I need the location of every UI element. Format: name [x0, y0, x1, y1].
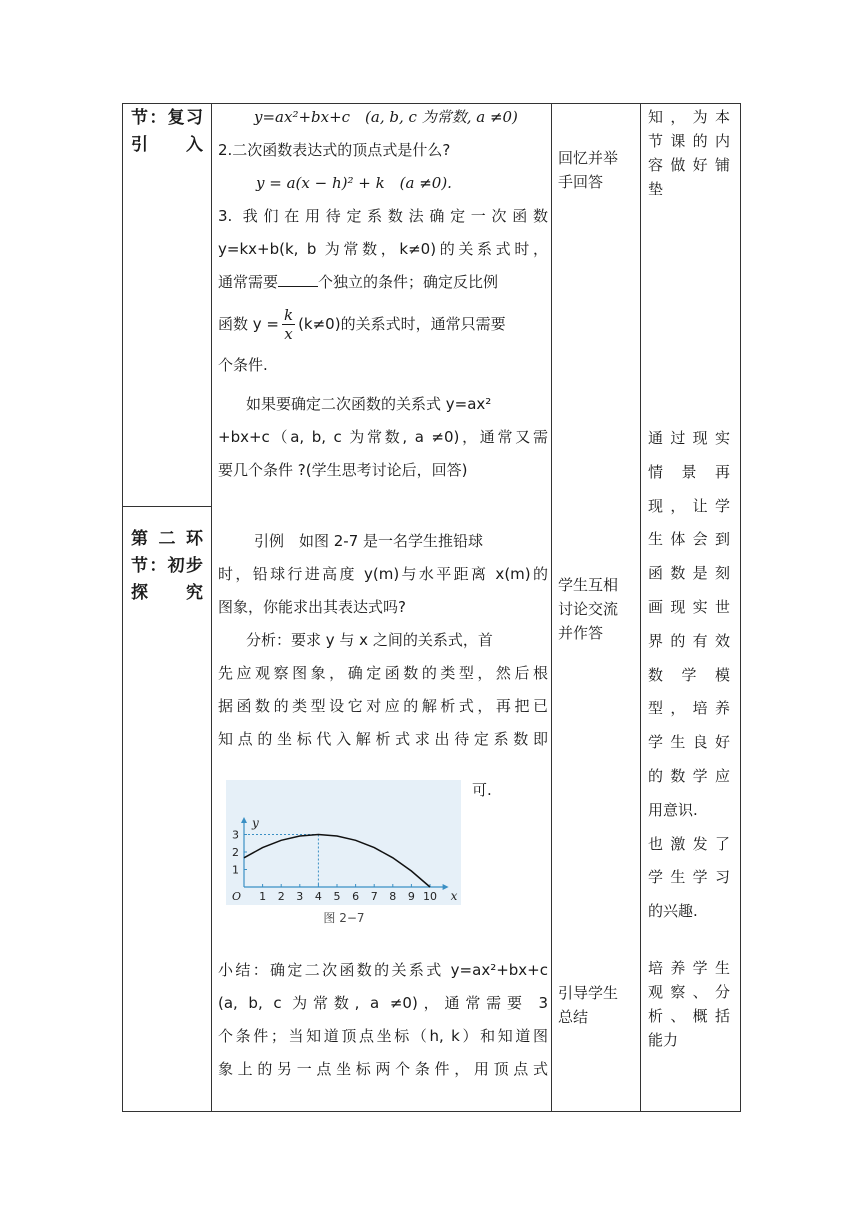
purpose-line: 也激发了 — [648, 834, 730, 853]
purpose-line: 学生学习 — [648, 868, 730, 887]
question-3-line-2: y=kx+b(k, b 为常数，k≠0)的关系式时， — [218, 240, 548, 258]
student-activity-line: 回忆并举 — [558, 149, 619, 167]
trajectory-chart — [226, 780, 461, 928]
question-3-line-3 — [218, 266, 548, 299]
purpose-line: 节课的内 — [648, 132, 730, 150]
purpose-line: 学生良好 — [648, 733, 730, 752]
q3-text-b: 个独立的条件；确定反比例 — [318, 273, 499, 291]
purpose-line: 生体会到 — [648, 530, 730, 549]
student-activity-1 — [558, 146, 634, 194]
purpose-line: 情景再 — [648, 462, 730, 481]
y-tick-label: 2 — [232, 846, 239, 859]
example-line-1: 引例 如图 2-7 是一名学生推铅球 — [254, 532, 484, 550]
summary-cell — [218, 954, 548, 1086]
purpose-line: 的数学应 — [648, 766, 730, 785]
general-formula: y=ax²+bx+c (a, b, c 为常数, a ≠0) — [254, 108, 518, 126]
purpose-line: 观察、分 — [648, 983, 730, 1001]
x-tick-label: 10 — [423, 890, 437, 903]
purpose-line: 通过现实 — [648, 429, 730, 447]
figure-caption: 图 2−7 — [323, 911, 365, 925]
purpose-1 — [648, 105, 730, 201]
x-tick-label: 8 — [389, 890, 397, 903]
q3-text-d: (k≠0)的关系式时，通常只需要 — [298, 315, 506, 333]
question-3-line-5: 个条件. — [218, 356, 268, 374]
y-tick-label: 3 — [232, 828, 239, 842]
summary-line-1: 小结：确定二次函数的关系式 y=ax²+bx+c — [218, 961, 548, 979]
q3-text-a: 通常需要 — [218, 273, 279, 291]
purpose-line: 垫 — [648, 180, 664, 198]
purpose-line: 型，培养 — [648, 699, 730, 718]
purpose-line: 画现实世 — [648, 597, 730, 616]
student-activity-3 — [558, 981, 634, 1029]
stage-2-label: 第二环节：初步探究 — [131, 529, 203, 603]
x-tick-label: 3 — [296, 890, 304, 903]
student-activity-line: 手回答 — [558, 173, 604, 191]
paragraph-1-line-2: +bx+c（a, b, c 为常数, a ≠0)，通常又需 — [218, 428, 548, 446]
example-line-3: 图象，你能求出其表达式吗? — [218, 598, 406, 616]
purpose-2 — [648, 422, 730, 929]
summary-line-4: 象上的另一点坐标两个条件，用顶点式 — [218, 1060, 548, 1078]
x-axis-label: x — [450, 889, 458, 903]
student-activity-line: 并作答 — [558, 624, 604, 642]
x-tick-label: 6 — [352, 890, 360, 903]
content-cell — [218, 101, 548, 756]
fraction-denominator: x — [284, 325, 293, 343]
origin-label: O — [232, 890, 242, 903]
example-line-2: 时，铅球行进高度 y(m)与水平距离 x(m)的 — [218, 565, 548, 583]
q3-text-c: 函数 y = — [218, 315, 279, 333]
figure-2-7 — [226, 780, 461, 928]
x-tick-label: 1 — [259, 890, 267, 903]
purpose-line: 界的有效 — [648, 631, 730, 650]
purpose-line: 析、概括 — [648, 1007, 730, 1025]
paragraph-1-line-3: 要几个条件 ?(学生思考讨论后，回答) — [218, 461, 468, 479]
purpose-line: 现，让学 — [648, 496, 730, 515]
student-activity-line: 讨论交流 — [558, 600, 619, 618]
vertex-formula: y = a(x − h)² + k (a ≠0). — [256, 174, 452, 192]
analysis-tail: 可. — [472, 781, 492, 799]
y-tick-label: 1 — [232, 863, 239, 877]
y-axis-label: y — [252, 816, 259, 830]
question-2: 2.二次函数表达式的顶点式是什么? — [218, 141, 451, 159]
stage-1-label: 节：复习引入 — [131, 108, 203, 155]
student-activity-line: 学生互相 — [558, 576, 619, 594]
purpose-line: 容做好铺 — [648, 156, 730, 174]
analysis-line-1: 分析：要求 y 与 x 之间的关系式，首 — [246, 631, 493, 649]
question-3-line-4 — [218, 299, 548, 349]
summary-line-2: (a, b, c 为常数, a ≠0)，通常需要 3 — [218, 994, 548, 1012]
purpose-line: 的兴趣. — [648, 902, 698, 921]
x-tick-label: 2 — [277, 890, 285, 903]
x-tick-label: 5 — [333, 890, 341, 903]
student-activity-2 — [558, 573, 634, 645]
paragraph-1-line-1: 如果要确定二次函数的关系式 y=ax² — [246, 395, 492, 413]
analysis-line-4: 知点的坐标代入解析式求出待定系数即 — [218, 730, 548, 748]
x-tick-label: 9 — [407, 890, 415, 903]
purpose-line: 用意识. — [648, 800, 698, 819]
fraction-k-over-x — [282, 306, 295, 343]
summary-line-3: 个条件；当知道顶点坐标（h, k）和知道图 — [218, 1027, 548, 1045]
analysis-line-2: 先应观察图象，确定函数的类型，然后根 — [218, 664, 548, 682]
purpose-line: 函数是刻 — [648, 564, 730, 583]
x-tick-label: 4 — [314, 890, 322, 903]
question-3-line-1: 3. 我们在用待定系数法确定一次函数 — [218, 207, 548, 225]
fill-blank — [278, 272, 318, 287]
chart-background — [226, 780, 461, 905]
analysis-line-3: 据函数的类型设它对应的解析式，再把已 — [218, 697, 548, 715]
x-tick-label: 7 — [370, 890, 378, 903]
student-activity-line: 总结 — [558, 1008, 589, 1026]
student-activity-line: 引导学生 — [558, 984, 619, 1002]
purpose-line: 培养学生 — [648, 959, 730, 977]
fraction-numerator: k — [283, 306, 294, 324]
purpose-3 — [648, 956, 730, 1052]
purpose-line: 数学模 — [648, 665, 730, 684]
purpose-line: 能力 — [648, 1031, 679, 1049]
purpose-line: 知，为本 — [648, 108, 730, 126]
